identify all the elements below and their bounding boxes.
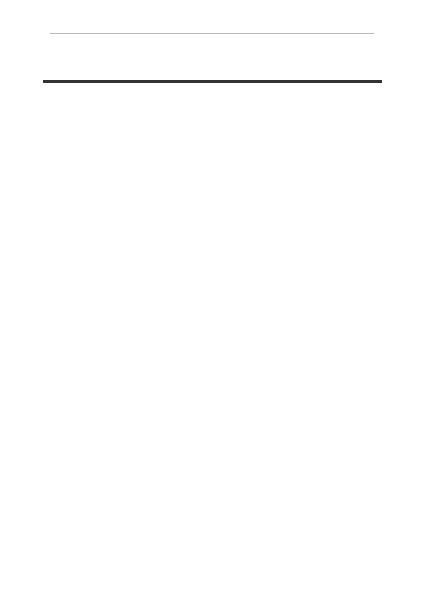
section-heading	[43, 83, 162, 84]
gdp-table	[43, 80, 382, 83]
section-heading-row	[43, 83, 382, 84]
table-body	[43, 83, 382, 84]
notes-block	[43, 330, 382, 350]
page-title	[43, 60, 50, 71]
header-rule	[50, 33, 374, 34]
running-header	[50, 30, 374, 34]
